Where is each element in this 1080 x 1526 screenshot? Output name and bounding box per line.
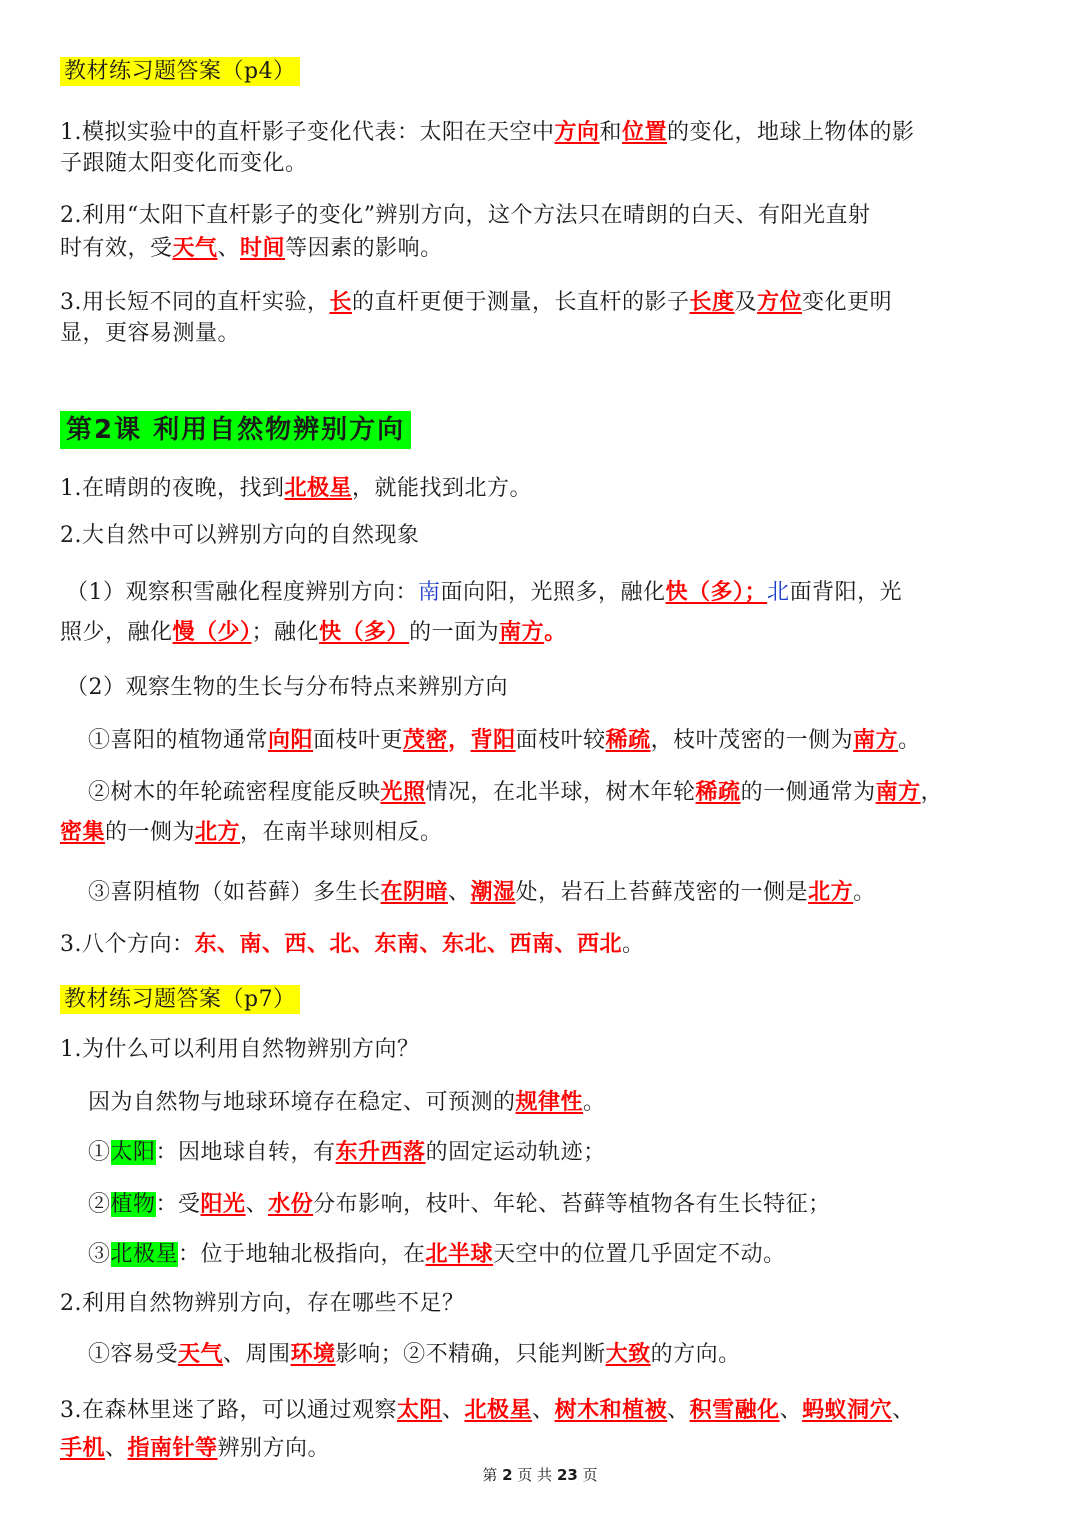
answer-3-line1: 3.用长短不同的直杆实验，长的直杆更便于测量，长直杆的影子长度及方位变化更明: [60, 289, 893, 315]
circle-2-line2: 密集的一侧为北方，在南半球则相反。: [60, 819, 443, 845]
point-2b: （2）观察生物的生长与分布特点来辨别方向: [66, 675, 508, 700]
answer-3-line2: 显，更容易测量。: [60, 321, 241, 346]
point-2a-line1: （1）观察积雪融化程度辨别方向：南面向阳，光照多，融化快（多）；北面背阳，光: [66, 579, 903, 605]
circle-3: ③喜阴植物（如苔藓）多生长在阴暗、潮湿处，岩石上苔藓茂密的一侧是北方。: [88, 879, 876, 905]
answer-1: 因为自然物与地球环境存在稳定、可预测的规律性。: [88, 1089, 606, 1115]
answer-2-line1: 2.利用“太阳下直杆影子的变化”辨别方向，这个方法只在晴朗的白天、有阳光直射: [60, 203, 871, 228]
answer-2: ①容易受天气、周围环境影响；②不精确，只能判断大致的方向。: [88, 1341, 741, 1367]
answer-1-line1: 1.模拟实验中的直杆影子变化代表：太阳在天空中方向和位置的变化，地球上物体的影: [60, 119, 915, 145]
page-footer: 第 2 页 共 23 页: [482, 1466, 598, 1484]
answer-1-plant: ②植物：受阳光、水份分布影响，枝叶、年轮、苔藓等植物各有生长特征；: [88, 1191, 831, 1217]
point-3: 3.八个方向：东、南、西、北、东南、东北、西南、西北。: [60, 931, 645, 957]
question-1: 1.为什么可以利用自然物辨别方向？: [60, 1037, 420, 1062]
answer-1-line2: 子跟随太阳变化而变化。: [60, 151, 308, 176]
question-3-line1: 3.在森林里迷了路，可以通过观察太阳、北极星、树木和植被、积雪融化、蚂蚁洞穴、: [60, 1397, 915, 1423]
point-2: 2.大自然中可以辨别方向的自然现象: [60, 523, 420, 548]
answer-2-line2: 时有效，受天气、时间等因素的影响。: [60, 235, 443, 261]
answer-1-sun: ①太阳：因地球自转，有东升西落的固定运动轨迹；: [88, 1139, 606, 1165]
point-1: 1.在晴朗的夜晚，找到北极星，就能找到北方。: [60, 475, 533, 501]
point-2a-line2: 照少，融化慢（少）；融化快（多）的一面为南方。: [60, 619, 567, 645]
circle-1: ①喜阳的植物通常向阳面枝叶更茂密，背阳面枝叶较稀疏，枝叶茂密的一侧为南方。: [88, 727, 921, 753]
section-title-p4: 教材练习题答案（p4）: [60, 56, 300, 88]
answer-1-polaris: ③北极星：位于地轴北极指向，在北半球天空中的位置几乎固定不动。: [88, 1241, 786, 1267]
question-3-line2: 手机、指南针等辨别方向。: [60, 1435, 331, 1461]
circle-2-line1: ②树木的年轮疏密程度能反映光照情况，在北半球，树木年轮稀疏的一侧通常为南方，: [88, 779, 944, 805]
question-2: 2.利用自然物辨别方向，存在哪些不足？: [60, 1291, 465, 1316]
lesson-heading: 第2课 利用自然物辨别方向: [60, 414, 411, 448]
section-title-p7: 教材练习题答案（p7）: [60, 984, 300, 1016]
